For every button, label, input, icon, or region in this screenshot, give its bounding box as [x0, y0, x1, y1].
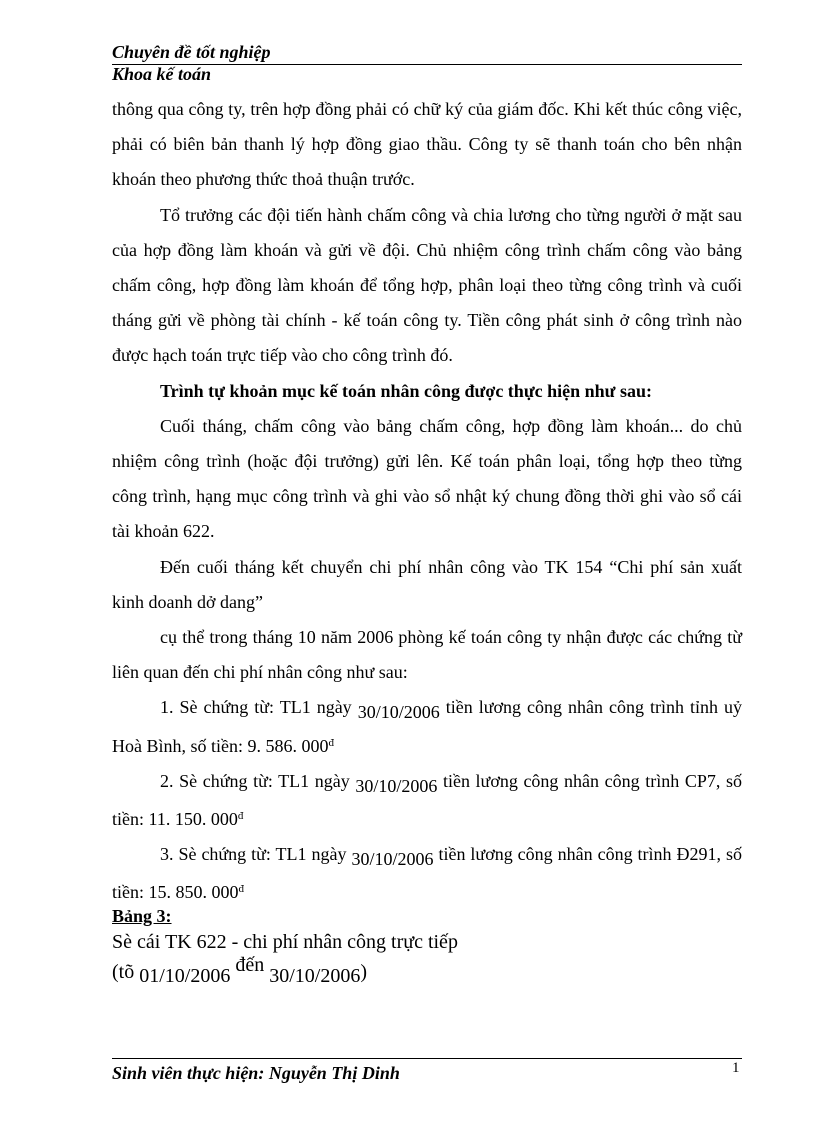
voucher-date: 30/10/2006	[355, 775, 438, 796]
currency-unit: đ	[237, 810, 244, 823]
currency-unit: đ	[238, 883, 244, 896]
range-to: 30/10/2006	[269, 965, 361, 987]
paragraph-1: thông qua công ty, trên hợp đồng phải có chữ ký của giám đốc. Khi kết thúc công việc, phải có biên bản thanh lý hợp đồng giao thầu. Công ty sẽ thanh toán cho bên nhận khoán theo phương thức thoả thuận trước.	[112, 99, 742, 190]
range-from: 01/10/2006	[139, 965, 231, 987]
range-word: đến	[230, 954, 270, 976]
voucher-item-1	[112, 690, 742, 763]
page-number: 1	[732, 1060, 740, 1076]
table-date-range	[112, 954, 368, 987]
voucher-suffix: tiền lương công nhân công trình tỉnh uỷ Hoà Bình, số tiền: 9. 586. 000	[112, 697, 742, 756]
footer-divider	[112, 1058, 742, 1059]
footer-student: Sinh viên thực hiện: Nguyễn Thị Dinh	[112, 1063, 400, 1083]
voucher-prefix: 1. Sè chứng từ: TL1 ngày	[160, 697, 358, 718]
voucher-item-2	[112, 764, 742, 837]
header-title: Chuyên đề tốt nghiệp	[112, 42, 271, 62]
paragraph-5: cụ thể trong tháng 10 năm 2006 phòng kế toán công ty nhận được các chứng từ liên quan đến chi phí nhân công như sau:	[112, 627, 742, 683]
voucher-date: 30/10/2006	[357, 702, 440, 723]
range-close: )	[360, 961, 368, 983]
voucher-suffix: tiền lương công nhân công trình CP7, số tiền: 11. 150. 000	[112, 770, 742, 830]
voucher-prefix: 2. Sè chứng từ: TL1 ngày	[160, 770, 356, 791]
document-body	[112, 92, 742, 911]
table-label: Bảng 3:	[112, 906, 172, 926]
table-caption: Sè cái TK 622 - chi phí nhân công trực tiếp	[112, 931, 458, 953]
voucher-suffix: tiền lương công nhân công trình Đ291, số tiền: 15. 850. 000	[112, 844, 742, 903]
paragraph-2: Tổ trưởng các đội tiến hành chấm công và chia lương cho từng người ở mặt sau của hợp đồng làm khoán và gửi về đội. Chủ nhiệm công trình chấm công vào bảng chấm công, hợp đồng làm khoán để tổng hợp, phân loại theo từng công trình và cuối tháng gửi về phòng tài chính - kế toán công ty. Tiền công phát sinh ở công trình nào được hạch toán trực tiếp vào cho công trình đó.	[112, 204, 742, 366]
paragraph-3: Cuối tháng, chấm công vào bảng chấm công, hợp đồng làm khoán... do chủ nhiệm công trình (hoặc đội trưởng) gửi lên. Kế toán phân loại, tổng hợp theo từng công trình, hạng mục công trình và ghi vào sổ nhật ký chung đồng thời ghi vào sổ cái tài khoản 622.	[112, 415, 742, 542]
voucher-item-3	[112, 837, 742, 910]
currency-unit: đ	[328, 736, 334, 749]
voucher-date: 30/10/2006	[351, 849, 434, 870]
header-department: Khoa kế toán	[112, 64, 212, 84]
voucher-prefix: 3. Sè chứng từ: TL1 ngày	[160, 844, 352, 865]
paragraph-4: Đến cuối tháng kết chuyển chi phí nhân công vào TK 154 “Chi phí sản xuất kinh doanh dở dang”	[112, 556, 742, 612]
section-heading: Trình tự khoản mục kế toán nhân công được thực hiện như sau:	[160, 380, 652, 401]
range-open: (tõ	[112, 961, 140, 983]
